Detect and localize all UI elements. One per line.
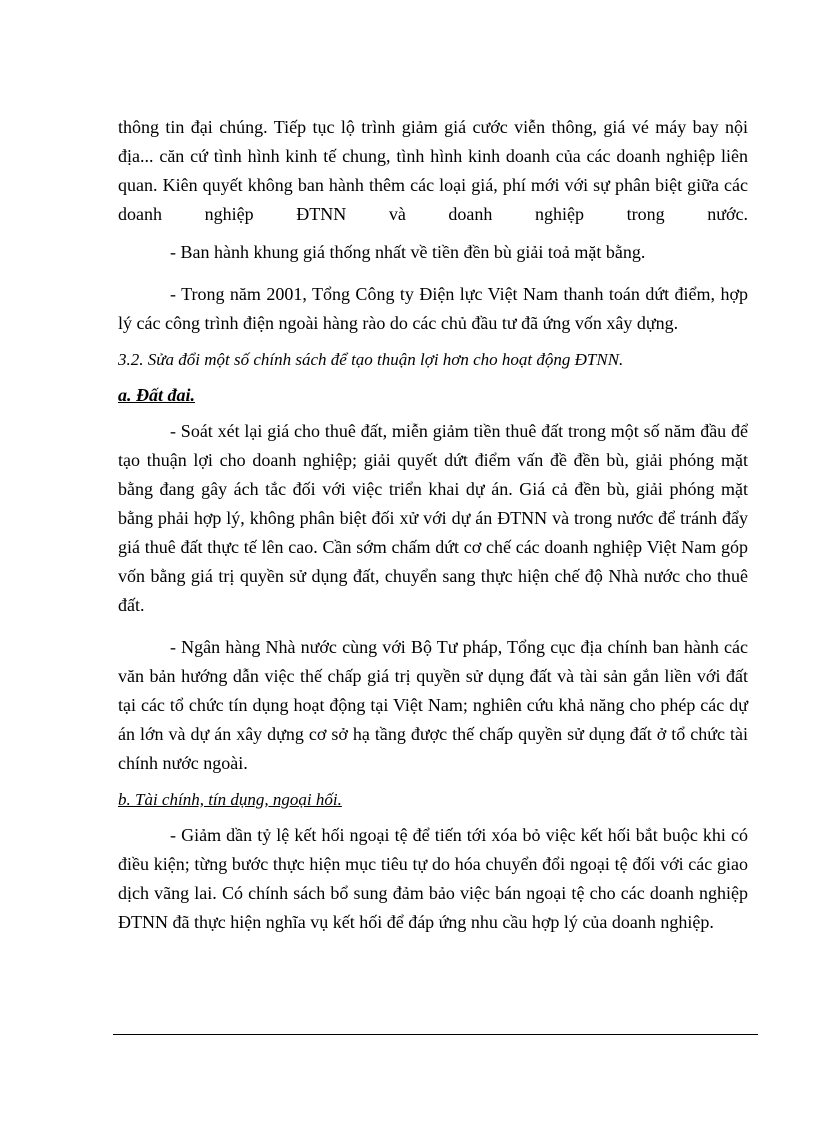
footer-divider-line xyxy=(113,1034,758,1035)
document-body xyxy=(118,113,748,937)
paragraph-compensation-price-framework: - Ban hành khung giá thống nhất về tiền đền bù giải toả mặt bằng. xyxy=(170,242,646,262)
subsection-heading-land: a. Đất đai. xyxy=(118,385,196,405)
paragraph-public-information: thông tin đại chúng. Tiếp tục lộ trình giảm giá cước viễn thông, giá vé máy bay nội địa... căn cứ tình hình kinh tế chung, tình hình kinh doanh của các doanh nghiệp liên quan. Kiên quyết không ban hành thêm các loại giá, phí mới với sự phân biệt giữa các doanh nghiệp ĐTNN và doanh nghiệp trong nước. xyxy=(118,117,748,224)
paragraph-foreign-exchange: - Giảm dần tỷ lệ kết hối ngoại tệ để tiến tới xóa bỏ việc kết hối bắt buộc khi có điều kiện; từng bước thực hiện mục tiêu tự do hóa chuyển đổi ngoại tệ đối với các giao dịch vãng lai. Có chính sách bổ sung đảm bảo việc bán ngoại tệ cho các doanh nghiệp ĐTNN đã thực hiện nghĩa vụ kết hối để đáp ứng nhu cầu hợp lý của doanh nghiệp. xyxy=(118,825,748,932)
paragraph-electricity-payment: - Trong năm 2001, Tổng Công ty Điện lực Việt Nam thanh toán dứt điểm, hợp lý các công trình điện ngoài hàng rào do các chủ đầu tư đã ứng vốn xây dựng. xyxy=(118,284,748,333)
paragraph-land-mortgage: - Ngân hàng Nhà nước cùng với Bộ Tư pháp, Tổng cục địa chính ban hành các văn bản hướng dẫn việc thế chấp giá trị quyền sử dụng đất và tài sản gắn liền với đất tại các tổ chức tín dụng hoạt động tại Việt Nam; nghiên cứu khả năng cho phép các dự án lớn và dự án xây dựng cơ sở hạ tầng được thế chấp quyền sử dụng đất ở tổ chức tài chính nước ngoài. xyxy=(118,637,748,773)
subsection-heading-finance-credit-forex: b. Tài chính, tín dụng, ngoại hối. xyxy=(118,790,342,809)
paragraph-land-rent-review: - Soát xét lại giá cho thuê đất, miễn giảm tiền thuê đất trong một số năm đầu để tạo thuận lợi cho doanh nghiệp; giải quyết dứt điểm vấn đề đền bù, giải phóng mặt bằng đang gây ách tắc đối với việc triển khai dự án. Giá cả đền bù, giải phóng mặt bằng phải hợp lý, không phân biệt đối xử với dự án ĐTNN và trong nước để tránh đẩy giá thuê đất thực tế lên cao. Cần sớm chấm dứt cơ chế các doanh nghiệp Việt Nam góp vốn bằng giá trị quyền sử dụng đất, chuyển sang thực hiện chế độ Nhà nước cho thuê đất. xyxy=(118,421,748,615)
section-heading-policy-amendments: 3.2. Sửa đổi một số chính sách để tạo thuận lợi hơn cho hoạt động ĐTNN. xyxy=(118,350,624,369)
